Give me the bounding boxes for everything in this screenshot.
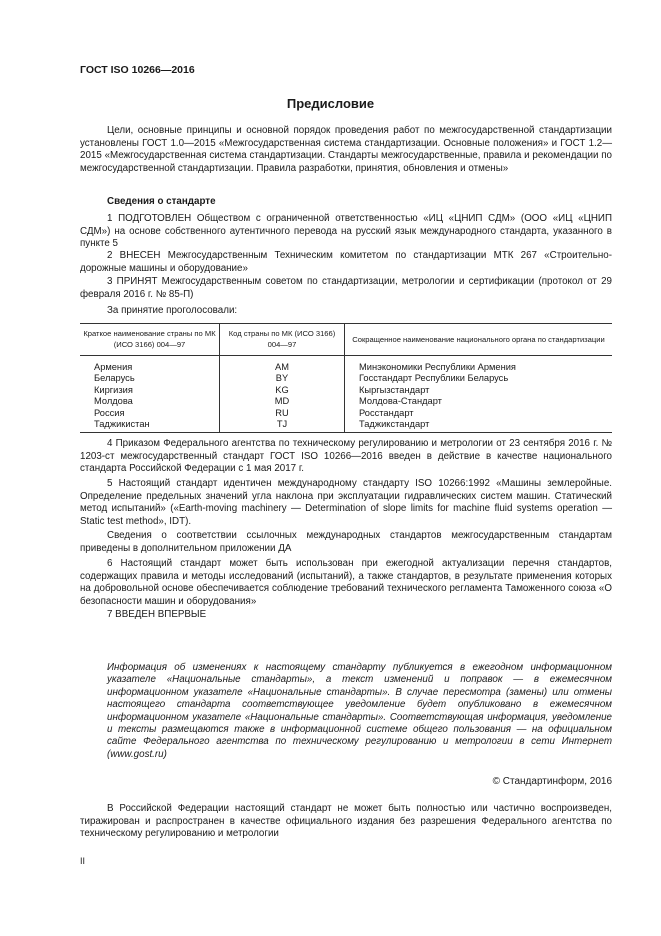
cell-country: Россия — [94, 407, 125, 418]
cell-code: TJ — [220, 419, 345, 433]
item-2: 2 ВНЕСЕН Межгосударственным Техническим комитетом по стандартизации МТК 267 «Строительно-дорожные машины и оборудование» — [80, 250, 612, 274]
table-row — [80, 396, 612, 407]
changes-notice: Информация об изменениях к настоящему стандарту публикуется в ежегодном информационном указателе «Национальные стандарты», а текст изменений и поправок — в ежемесячном информационном указателе «Национальные стандарты». В случае пересмотра (замены) или отмены настоящего стандарта соответствующее уведомление будет опубликовано в ежемесячном информационном указателе «Национальные стандарты». Соответствующая информация, уведомление и тексты размещаются также в информационной системе общего пользования — на официальном сайте Федерального агентства по техническому регулированию и метрологии в сети Интернет (www.gost.ru) — [107, 662, 612, 760]
page-number: II — [80, 856, 86, 866]
table-row — [80, 385, 612, 396]
cell-body: Таджикстандарт — [345, 419, 613, 433]
document-code: ГОСТ ISO 10266—2016 — [80, 64, 195, 76]
reproduction-notice: В Российской Федерации настоящий стандарт не может быть полностью или частично воспроизведен, тиражирован и распространен в качестве официального издания без разрешения Федерального агентства по техническому регулированию и метрологии — [80, 803, 612, 840]
page-title: Предисловие — [286, 96, 375, 111]
item-5: 5 Настоящий стандарт идентичен международному стандарту ISO 10266:1992 «Машины землеройные. Определение предельных значений угла наклона при эксплуатации гидравлических систем машин. Статический метод испытаний» («Earth-moving machinery — Determination of slope limits for machine fluid systems operation — Static test method», IDT). — [80, 478, 612, 527]
cell-country: Таджикистан — [80, 419, 220, 433]
cell-body: Молдова-Стандарт — [345, 396, 613, 407]
cell-country: Армения — [94, 362, 133, 372]
item-7: 7 ВВЕДЕН ВПЕРВЫЕ — [107, 609, 207, 620]
voting-table — [80, 323, 612, 433]
cell-body: Кыргызстандарт — [345, 385, 613, 396]
table-row — [80, 419, 612, 433]
cell-body: Госстандарт Республики Беларусь — [345, 373, 613, 384]
cell-body: Росстандарт — [345, 408, 613, 419]
item-4: 4 Приказом Федерального агентства по техническому регулированию и метрологии от 23 сентября 2016 г. № 1203-ст межгосударственный стандарт ГОСТ ISO 10266—2016 введен в действие в качестве национального стандарта Российской Федерации с 1 мая 2017 г. — [80, 438, 612, 475]
table-header-code: Код страны по МК (ИСО 3166) 004—97 — [220, 324, 345, 356]
cell-country: Беларусь — [94, 373, 135, 384]
table-header-row — [80, 324, 612, 356]
section-heading: Сведения о стандарте — [107, 196, 216, 207]
table-header-body: Сокращенное наименование национального органа по стандартизации — [345, 324, 613, 356]
cell-country: Киргизия — [94, 384, 133, 395]
item-6: 6 Настоящий стандарт может быть использован при ежегодной актуализации перечня стандартов, содержащих правила и методы исследований (испытаний), а также стандартов, в результате применения которых на добровольной основе обеспечивается соблюдение требований технического регламента Таможенного союза «О безопасности машин и оборудования» — [80, 558, 612, 607]
item-1: 1 ПОДГОТОВЛЕН Обществом с ограниченной ответственностью «ИЦ «ЦНИП СДМ» (ООО «ИЦ «ЦНИП СДМ») на основе собственного аутентичного перевода на русский язык международного стандарта, указанного в пункте 5 — [80, 213, 612, 250]
table-header-country: Краткое наименование страны по МК (ИСО 3166) 004—97 — [80, 324, 220, 356]
cell-body: Минэкономики Республики Армения — [345, 356, 613, 374]
vote-label: За принятие проголосовали: — [107, 305, 238, 316]
cell-code: AM — [220, 356, 345, 374]
cell-code: KG — [220, 385, 345, 396]
cell-country: Молдова — [94, 396, 133, 407]
copyright: © Стандартинформ, 2016 — [492, 776, 612, 787]
table-row — [80, 356, 612, 374]
item-5-references: Сведения о соответствии ссылочных международных стандартов межгосударственным стандартам приведены в дополнительном приложении ДА — [80, 530, 612, 554]
table-row — [80, 373, 612, 384]
cell-code: BY — [220, 373, 345, 384]
item-3: 3 ПРИНЯТ Межгосударственным советом по стандартизации, метрологии и сертификации (протокол от 29 февраля 2016 г. № 85-П) — [80, 276, 612, 300]
cell-code: RU — [220, 408, 345, 419]
cell-code: MD — [220, 396, 345, 407]
intro-paragraph: Цели, основные принципы и основной порядок проведения работ по межгосударственной стандартизации установлены ГОСТ 1.0—2015 «Межгосударственная система стандартизации. Основные положения» и ГОСТ 1.2—2015 «Межгосударственная система стандартизации. Стандарты межгосударственные, правила и рекомендации по межгосударственной стандартизации. Правила разработки, принятия, обновления и отмены» — [80, 125, 612, 174]
table-row — [80, 408, 612, 419]
